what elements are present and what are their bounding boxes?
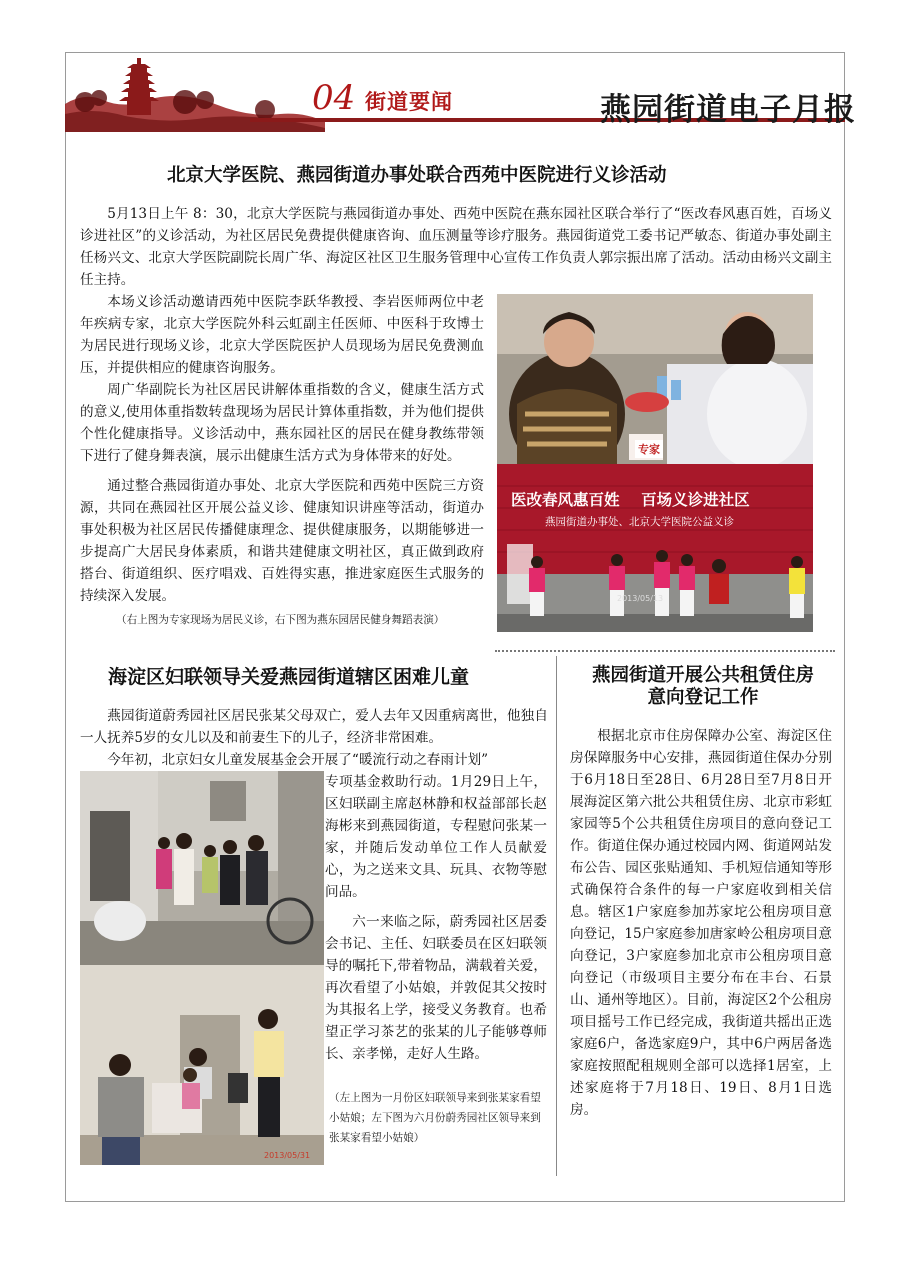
publication-title: 燕园街道电子月报: [600, 92, 856, 128]
photo-free-clinic: [497, 294, 813, 464]
column-divider: [556, 656, 557, 1176]
photo-visit-january-drawing: [80, 771, 324, 965]
article2-body: [325, 771, 547, 1065]
article2-title: 海淀区妇联领导关爱燕园街道辖区困难儿童: [108, 666, 470, 688]
article1-lead: [80, 203, 832, 291]
banner-slogan: 医改春风惠百姓 百场义诊进社区: [511, 491, 750, 509]
article3-title-line-2: 意向登记工作: [647, 687, 759, 708]
photo-date-stamp-2: 2013/05/31: [264, 1151, 311, 1160]
article1-paragraph-3: 周广华副院长为社区居民讲解体重指数的含义，健康生活方式的意义,使用体重指数转盘现场为居民计算体重指数，并为他们提供个性化健康指导。义诊活动中，燕东园社区的居民在健身教练带领下进行了健身舞表演，展示出健康生活方式为身体带来的好处。: [80, 382, 484, 464]
article1-title: 北京大学医院、燕园街道办事处联合西苑中医院进行义诊活动: [167, 165, 667, 186]
article1-lead-paragraph: 5月13日上午 8：30，北京大学医院与燕园街道办事处、西苑中医院在燕东园社区联合举行了“医改春风惠百姓，百场义诊进社区”的义诊活动，为社区居民免费提供健康咨询、血压测量等诊疗服务。燕园街道党工委书记严敏态、街道办事处副主任杨兴文、北京大学医院副院长周广华、海淀区社区卫生服务管理中心宣传工作负责人郭宗振出席了活动。活动由杨兴文副主任主持。: [80, 206, 832, 288]
photo-free-clinic-drawing: [497, 294, 813, 464]
banner-subtitle: 燕园街道办事处、北京大学医院公益义诊: [545, 516, 734, 528]
article3-title: [572, 665, 834, 709]
photo-fitness-dance: [497, 464, 813, 632]
article2-intro: [80, 705, 548, 771]
article2-paragraph-2-rest: 专项基金救助行动。1月29日上午，区妇联副主席赵林静和权益部部长赵海彬来到燕园街道，专程慰问张某一家，并随后发动单位工作人员献爱心，为之送来文具、玩具、衣物等慰问品。: [325, 774, 547, 900]
article2-paragraph-1: 燕园街道蔚秀园社区居民张某父母双亡，爱人去年又因重病离世，他独自一人抚养5岁的女儿以及和前妻生下的儿子，经济非常困难。: [80, 708, 548, 746]
issue-number: 04: [312, 78, 356, 118]
article1-paragraph-4: 通过整合燕园街道办事处、北京大学医院和西苑中医院三方资源，共同在燕园社区开展公益义诊、健康知识讲座等活动，街道办事处积极为社区居民传播健康理念、提供健康服务，以期能够进一步提高广大居民身体素质，和谐共建健康文明社区，真正做到政府搭台、街道组织、医疗唱戏、百姓得实惠，推进家庭医生式服务的持续深入发展。: [80, 478, 484, 604]
article2-paragraph-2-intro: 今年初，北京妇女儿童发展基金会开展了“暖流行动之春雨计划”: [107, 752, 489, 768]
article3-title-line-1: 燕园街道开展公共租赁住房: [591, 665, 814, 686]
article3-body: [570, 725, 832, 1121]
article1-body: [80, 291, 484, 607]
article3-paragraph: 根据北京市住房保障办公室、海淀区住房保障服务中心安排，燕园街道住保办分别于6月18日至28日、6月28日至7月8日开展海淀区第六批公共租赁住房、北京市彩虹家园等5个公共租赁住房项目的意向登记工作。街道住保办通过校园内网、街道网站发布公告、园区张贴通知、手机短信通知等形式确保符合条件的每一户家庭收到相关信息。辖区1户家庭参加苏家坨公租房项目意向登记，15户家庭参加唐家岭公租房项目意向登记，3户家庭参加北京市公租房项目意向登记（市级项目主要分布在丰台、石景山、通州等地区）。目前，海淀区2个公租房项目摇号工作已经完成，我街道共摇出正选家庭6户，备选家庭9户，其中6户两居备选家庭按照配租规则全部可以选择1居室，上述家庭将于7月18日、19日、8月1日选房。: [570, 728, 832, 1118]
article2-paragraph-3: 六一来临之际，蔚秀园社区居委会书记、主任、妇联委员在区妇联领导的嘱托下,带着物品，满载着关爱，再次看望了小姑娘，并敦促其父按时为其报名上学，接受义务教育。也希望正学习茶艺的张某的儿子能够尊师长、亲孝悌，走好人生路。: [325, 914, 547, 1062]
photo-visit-june: [80, 965, 324, 1165]
photo-badge: 专家: [635, 440, 663, 458]
photo-date-stamp: 2013/05/13: [617, 594, 664, 603]
article2-caption: （左上图为一月份区妇联领导来到张某家看望小姑娘；左下图为六月份蔚秀园社区领导来到张某家看望小姑娘）: [329, 1092, 541, 1144]
photo-visit-june-drawing: [80, 965, 324, 1165]
dotted-divider: [495, 650, 835, 652]
photo-visit-january: [80, 771, 324, 965]
article1-caption: （右上图为专家现场为居民义诊，右下图为燕东园居民健身舞蹈表演）: [116, 614, 445, 626]
section-title: 街道要闻: [365, 90, 453, 114]
article1-paragraph-2: 本场义诊活动邀请西苑中医院李跃华教授、李岩医师两位中老年疾病专家，北京大学医院外科云虹副主任医师、中医科于玫博士为居民进行现场义诊，北京大学医院医护人员现场为居民免费测血压，并提供相应的健康咨询服务。: [80, 294, 484, 376]
